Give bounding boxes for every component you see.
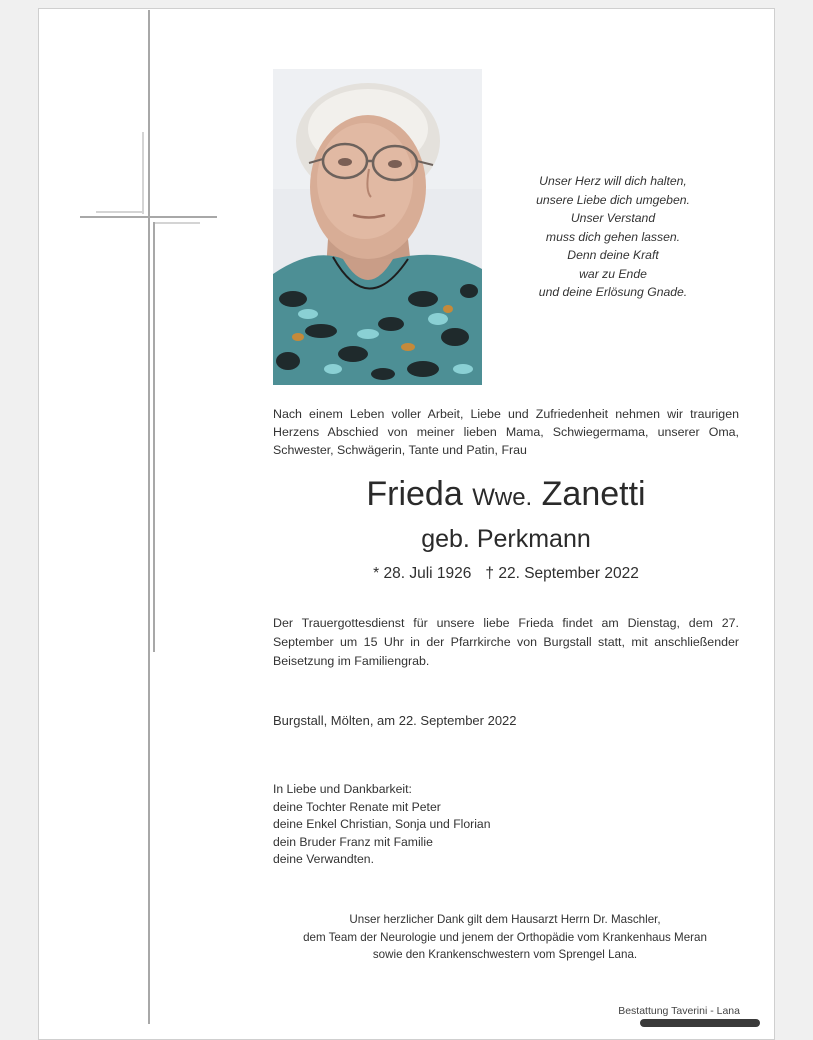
poem-line: Unser Verstand bbox=[570, 211, 656, 225]
thanks-line: sowie den Krankenschwestern vom Sprengel Lana. bbox=[372, 948, 638, 961]
life-dates bbox=[273, 563, 739, 585]
cross-upper-shadow bbox=[142, 132, 144, 214]
thanks-line: dem Team der Neurologie und jenem der Orthopädie vom Krankenhaus Meran bbox=[303, 930, 707, 944]
corner-overlay-badge bbox=[640, 1019, 760, 1027]
place-date: Burgstall, Mölten, am 22. September 2022 bbox=[273, 713, 517, 728]
cross-stem bbox=[153, 222, 155, 652]
poem-line: Denn deine Kraft bbox=[567, 248, 659, 262]
mourners-line: deine Verwandten. bbox=[273, 852, 374, 866]
birth-date: * 28. Juli 1926 bbox=[373, 565, 472, 582]
mourners-line: deine Tochter Renate mit Peter bbox=[273, 799, 441, 814]
undertaker-credit: Bestattung Taverini - Lana bbox=[618, 1005, 740, 1017]
poem-line: war zu Ende bbox=[579, 266, 647, 281]
deceased-name bbox=[273, 474, 739, 518]
poem-line: und deine Erlösung Gnade. bbox=[538, 285, 688, 299]
mourners-line: deine Enkel Christian, Sonja und Florian bbox=[273, 817, 491, 831]
portrait-photo bbox=[273, 69, 482, 385]
mourners-line: dein Bruder Franz mit Familie bbox=[273, 834, 433, 849]
poem-line: muss dich gehen lassen. bbox=[545, 229, 681, 244]
cross-beam-shadow-right bbox=[155, 222, 200, 224]
mourners-list bbox=[273, 781, 739, 869]
service-paragraph: Der Trauergottesdienst für unsere liebe Frieda findet am Dienstag, dem 27. September um 15 Uhr in der Pfarrkirche von Burgstall statt, mit anschließender Beisetzung im Familiengrab. bbox=[273, 616, 739, 668]
widow-abbreviation: Wwe. bbox=[472, 484, 533, 511]
poem-line: Unser Herz will dich halten, bbox=[539, 174, 687, 188]
thanks-line: Unser herzlicher Dank gilt dem Hausarzt Herrn Dr. Maschler, bbox=[349, 913, 661, 926]
maiden-name: geb. Perkmann bbox=[421, 525, 591, 553]
poem bbox=[498, 172, 728, 302]
last-name: Zanetti bbox=[541, 475, 646, 513]
first-name: Frieda bbox=[366, 475, 463, 513]
cross-beam-shadow-left bbox=[96, 211, 142, 213]
poem-line: unsere Liebe dich umgeben. bbox=[536, 192, 690, 207]
cross-beam bbox=[80, 216, 217, 218]
death-date: † 22. September 2022 bbox=[485, 565, 639, 582]
thanks-paragraph bbox=[270, 911, 740, 964]
mourners-line: In Liebe und Dankbarkeit: bbox=[273, 782, 412, 796]
cross-long-line bbox=[148, 10, 150, 1024]
intro-paragraph: Nach einem Leben voller Arbeit, Liebe und Zufriedenheit nehmen wir traurigen Herzens Abschied von meiner lieben Mama, Schwiegermama, unserer Oma, Schwester, Schwägerin, Tante und Patin, Frau bbox=[273, 407, 739, 458]
